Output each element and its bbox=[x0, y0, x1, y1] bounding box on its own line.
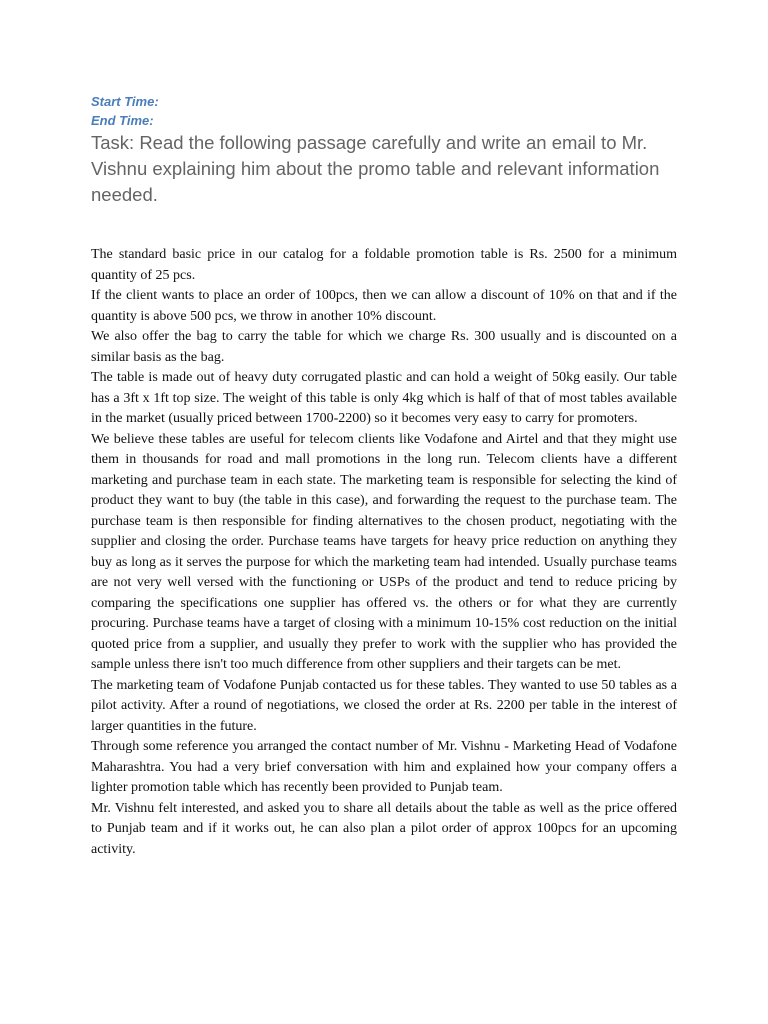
paragraph-punjab-order: The marketing team of Vodafone Punjab contacted us for these tables. They wanted to use 50 tables as a pilot activity. After a round of negotiations, we closed the order at Rs. 2200 per table in the interest of larger quantities in the future. bbox=[91, 677, 677, 734]
start-time-label: Start Time: bbox=[91, 94, 159, 109]
paragraph-bag: We also offer the bag to carry the table for which we charge Rs. 300 usually and is discounted on a similar basis as the bag. bbox=[91, 329, 677, 365]
paragraph-vishnu-request: Mr. Vishnu felt interested, and asked you to share all details about the table as well as the price offered to Punjab team and if it works out, he can also plan a pilot order of approx 100pcs for an upcoming activity. bbox=[91, 800, 677, 857]
paragraph-price: The standard basic price in our catalog for a foldable promotion table is Rs. 2500 for a minimum quantity of 25 pcs. bbox=[91, 247, 677, 283]
paragraph-vishnu-contact: Through some reference you arranged the contact number of Mr. Vishnu - Marketing Head of Vodafone Maharashtra. You had a very brief conversation with him and explained how your company offers a lighter promotion table which has recently been provided to Punjab team. bbox=[91, 739, 677, 795]
paragraph-specs: The table is made out of heavy duty corrugated plastic and can hold a weight of 50kg easily. Our table has a 3ft x 1ft top size. The weight of this table is only 4kg which is half of that of most tables available in the market (usually priced between 1700-2200) so it becomes very easy to carry for promoters. bbox=[91, 370, 677, 426]
task-instruction: Task: Read the following passage carefully and write an email to Mr. Vishnu explaining him about the promo table and relevant information needed. bbox=[91, 132, 660, 205]
passage bbox=[91, 245, 677, 860]
paragraph-telecom-clients: We believe these tables are useful for telecom clients like Vodafone and Airtel and that they might use them in thousands for road and mall promotions in the long run. Telecom clients have a different marketing and purchase team in each state. The marketing team is responsible for selecting the kind of product they want to buy (the table in this case), and forwarding the request to the purchase team. The purchase team is then responsible for finding alternatives to the chosen product, negotiating with the supplier and closing the order. Purchase teams have targets for heavy price reduction on anything they buy as long as it serves the purpose for which the marketing team had intended. Usually purchase teams are not very well versed with the functioning or USPs of the product and tend to reduce pricing by comparing the specifications one supplier has offered vs. the others or for what they are currently procuring. Purchase teams have a target of closing with a minimum 10-15% cost reduction on the initial quoted price from a supplier, and usually they prefer to work with the supplier who has provided the sample unless there isn't too much difference from other suppliers and their targets can be met. bbox=[91, 431, 677, 672]
paragraph-discount: If the client wants to place an order of 100pcs, then we can allow a discount of 10% on that and if the quantity is above 500 pcs, we throw in another 10% discount. bbox=[91, 288, 677, 324]
end-time-label: End Time: bbox=[91, 113, 154, 128]
task-header bbox=[91, 92, 691, 208]
